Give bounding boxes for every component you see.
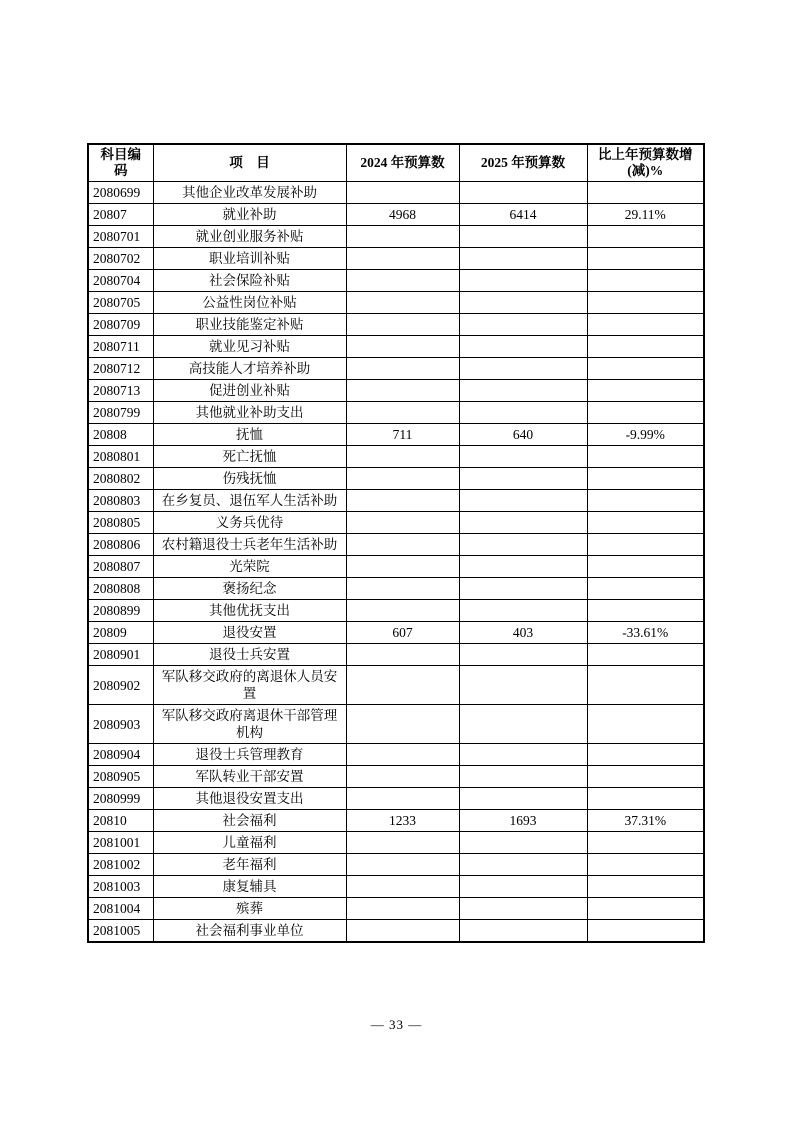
cell-subject-code: 2080713 bbox=[88, 380, 153, 402]
cell-change-percent bbox=[587, 854, 704, 876]
cell-item-name: 就业创业服务补贴 bbox=[153, 226, 346, 248]
cell-subject-code: 2081005 bbox=[88, 920, 153, 943]
table-row bbox=[88, 832, 704, 854]
cell-budget-2024 bbox=[346, 788, 459, 810]
cell-change-percent bbox=[587, 666, 704, 705]
cell-item-name: 在乡复员、退伍军人生活补助 bbox=[153, 490, 346, 512]
cell-change-percent bbox=[587, 578, 704, 600]
cell-budget-2025 bbox=[459, 534, 587, 556]
column-header-budget-2024: 2024 年预算数 bbox=[346, 144, 459, 182]
cell-budget-2024 bbox=[346, 766, 459, 788]
cell-budget-2025 bbox=[459, 336, 587, 358]
cell-budget-2025 bbox=[459, 292, 587, 314]
cell-subject-code: 20810 bbox=[88, 810, 153, 832]
column-header-change-percent: 比上年预算数增(减)% bbox=[587, 144, 704, 182]
cell-subject-code: 2080802 bbox=[88, 468, 153, 490]
cell-budget-2025 bbox=[459, 468, 587, 490]
table-row bbox=[88, 336, 704, 358]
cell-budget-2024 bbox=[346, 744, 459, 766]
table-row bbox=[88, 490, 704, 512]
cell-budget-2025 bbox=[459, 744, 587, 766]
cell-subject-code: 20808 bbox=[88, 424, 153, 446]
budget-table bbox=[87, 143, 705, 943]
cell-change-percent: 29.11% bbox=[587, 204, 704, 226]
cell-change-percent bbox=[587, 248, 704, 270]
table-row bbox=[88, 204, 704, 226]
cell-change-percent bbox=[587, 898, 704, 920]
cell-budget-2025 bbox=[459, 446, 587, 468]
cell-item-name: 康复辅具 bbox=[153, 876, 346, 898]
table-row bbox=[88, 248, 704, 270]
table-row bbox=[88, 766, 704, 788]
cell-budget-2025: 403 bbox=[459, 622, 587, 644]
cell-item-name: 退役士兵管理教育 bbox=[153, 744, 346, 766]
cell-budget-2025 bbox=[459, 854, 587, 876]
header-row bbox=[88, 144, 704, 182]
cell-budget-2024 bbox=[346, 600, 459, 622]
cell-budget-2024 bbox=[346, 854, 459, 876]
table-row bbox=[88, 788, 704, 810]
cell-subject-code: 20809 bbox=[88, 622, 153, 644]
cell-item-name: 社会保险补贴 bbox=[153, 270, 346, 292]
cell-subject-code: 20807 bbox=[88, 204, 153, 226]
cell-item-name: 军队移交政府的离退休人员安置 bbox=[153, 666, 346, 705]
cell-change-percent bbox=[587, 358, 704, 380]
cell-budget-2024 bbox=[346, 270, 459, 292]
cell-change-percent bbox=[587, 876, 704, 898]
column-header-budget-2025: 2025 年预算数 bbox=[459, 144, 587, 182]
cell-change-percent bbox=[587, 744, 704, 766]
column-header-item: 项 目 bbox=[153, 144, 346, 182]
cell-item-name: 义务兵优待 bbox=[153, 512, 346, 534]
cell-budget-2025 bbox=[459, 226, 587, 248]
cell-item-name: 死亡抚恤 bbox=[153, 446, 346, 468]
cell-budget-2025 bbox=[459, 182, 587, 204]
cell-budget-2025: 6414 bbox=[459, 204, 587, 226]
table-row bbox=[88, 182, 704, 204]
cell-subject-code: 2080702 bbox=[88, 248, 153, 270]
table-row bbox=[88, 424, 704, 446]
cell-item-name: 退役士兵安置 bbox=[153, 644, 346, 666]
table-row bbox=[88, 292, 704, 314]
cell-item-name: 光荣院 bbox=[153, 556, 346, 578]
cell-item-name: 褒扬纪念 bbox=[153, 578, 346, 600]
cell-budget-2025 bbox=[459, 248, 587, 270]
page-number: — 33 — bbox=[370, 1017, 423, 1032]
cell-subject-code: 2080901 bbox=[88, 644, 153, 666]
table-row bbox=[88, 512, 704, 534]
table-row bbox=[88, 810, 704, 832]
table-row bbox=[88, 898, 704, 920]
cell-subject-code: 2080805 bbox=[88, 512, 153, 534]
table-row bbox=[88, 622, 704, 644]
cell-subject-code: 2080801 bbox=[88, 446, 153, 468]
cell-budget-2025 bbox=[459, 832, 587, 854]
cell-budget-2025 bbox=[459, 578, 587, 600]
cell-budget-2024 bbox=[346, 832, 459, 854]
cell-subject-code: 2080704 bbox=[88, 270, 153, 292]
table-row bbox=[88, 578, 704, 600]
cell-item-name: 其他退役安置支出 bbox=[153, 788, 346, 810]
cell-change-percent bbox=[587, 556, 704, 578]
cell-subject-code: 2080807 bbox=[88, 556, 153, 578]
table-row bbox=[88, 534, 704, 556]
cell-budget-2024: 4968 bbox=[346, 204, 459, 226]
cell-budget-2024: 607 bbox=[346, 622, 459, 644]
cell-item-name: 儿童福利 bbox=[153, 832, 346, 854]
cell-change-percent bbox=[587, 512, 704, 534]
cell-budget-2025 bbox=[459, 314, 587, 336]
cell-subject-code: 2080806 bbox=[88, 534, 153, 556]
cell-budget-2024: 1233 bbox=[346, 810, 459, 832]
cell-item-name: 就业见习补贴 bbox=[153, 336, 346, 358]
cell-item-name: 其他优抚支出 bbox=[153, 600, 346, 622]
cell-item-name: 抚恤 bbox=[153, 424, 346, 446]
cell-item-name: 社会福利事业单位 bbox=[153, 920, 346, 943]
table-row bbox=[88, 446, 704, 468]
cell-change-percent bbox=[587, 402, 704, 424]
cell-change-percent bbox=[587, 705, 704, 744]
cell-change-percent bbox=[587, 766, 704, 788]
cell-item-name: 殡葬 bbox=[153, 898, 346, 920]
table-row bbox=[88, 226, 704, 248]
cell-subject-code: 2080903 bbox=[88, 705, 153, 744]
cell-subject-code: 2080712 bbox=[88, 358, 153, 380]
cell-subject-code: 2081001 bbox=[88, 832, 153, 854]
table-row bbox=[88, 314, 704, 336]
cell-budget-2025 bbox=[459, 600, 587, 622]
cell-budget-2024 bbox=[346, 898, 459, 920]
cell-change-percent bbox=[587, 644, 704, 666]
cell-change-percent bbox=[587, 270, 704, 292]
cell-budget-2024 bbox=[346, 534, 459, 556]
cell-budget-2024 bbox=[346, 490, 459, 512]
cell-budget-2024 bbox=[346, 358, 459, 380]
cell-change-percent bbox=[587, 336, 704, 358]
budget-table-body bbox=[88, 182, 704, 943]
column-header-subject-code: 科目编码 bbox=[88, 144, 153, 182]
table-row bbox=[88, 270, 704, 292]
cell-subject-code: 2080705 bbox=[88, 292, 153, 314]
cell-budget-2025 bbox=[459, 490, 587, 512]
cell-item-name: 其他就业补助支出 bbox=[153, 402, 346, 424]
cell-budget-2024 bbox=[346, 876, 459, 898]
cell-budget-2025 bbox=[459, 920, 587, 943]
cell-item-name: 促进创业补贴 bbox=[153, 380, 346, 402]
cell-change-percent bbox=[587, 600, 704, 622]
cell-change-percent bbox=[587, 314, 704, 336]
table-row bbox=[88, 666, 704, 705]
cell-item-name: 职业技能鉴定补贴 bbox=[153, 314, 346, 336]
cell-budget-2024 bbox=[346, 380, 459, 402]
cell-subject-code: 2080711 bbox=[88, 336, 153, 358]
cell-subject-code: 2080904 bbox=[88, 744, 153, 766]
cell-change-percent bbox=[587, 534, 704, 556]
cell-budget-2024 bbox=[346, 292, 459, 314]
cell-subject-code: 2080701 bbox=[88, 226, 153, 248]
cell-item-name: 退役安置 bbox=[153, 622, 346, 644]
cell-change-percent bbox=[587, 182, 704, 204]
table-row bbox=[88, 468, 704, 490]
cell-item-name: 社会福利 bbox=[153, 810, 346, 832]
cell-budget-2025 bbox=[459, 358, 587, 380]
cell-subject-code: 2080799 bbox=[88, 402, 153, 424]
budget-table-header bbox=[88, 144, 704, 182]
cell-budget-2025 bbox=[459, 402, 587, 424]
table-row bbox=[88, 705, 704, 744]
cell-item-name: 其他企业改革发展补助 bbox=[153, 182, 346, 204]
cell-budget-2024: 711 bbox=[346, 424, 459, 446]
cell-budget-2024 bbox=[346, 446, 459, 468]
cell-budget-2025 bbox=[459, 380, 587, 402]
cell-budget-2025 bbox=[459, 766, 587, 788]
table-row bbox=[88, 556, 704, 578]
cell-budget-2024 bbox=[346, 666, 459, 705]
cell-item-name: 公益性岗位补贴 bbox=[153, 292, 346, 314]
cell-budget-2024 bbox=[346, 705, 459, 744]
cell-change-percent bbox=[587, 446, 704, 468]
cell-budget-2024 bbox=[346, 644, 459, 666]
cell-budget-2025 bbox=[459, 788, 587, 810]
cell-subject-code: 2080902 bbox=[88, 666, 153, 705]
cell-item-name: 就业补助 bbox=[153, 204, 346, 226]
cell-subject-code: 2080699 bbox=[88, 182, 153, 204]
cell-change-percent bbox=[587, 788, 704, 810]
cell-item-name: 老年福利 bbox=[153, 854, 346, 876]
cell-budget-2024 bbox=[346, 248, 459, 270]
cell-item-name: 农村籍退役士兵老年生活补助 bbox=[153, 534, 346, 556]
cell-subject-code: 2080803 bbox=[88, 490, 153, 512]
table-row bbox=[88, 920, 704, 943]
cell-subject-code: 2081002 bbox=[88, 854, 153, 876]
cell-change-percent bbox=[587, 920, 704, 943]
cell-change-percent bbox=[587, 226, 704, 248]
cell-budget-2024 bbox=[346, 226, 459, 248]
table-row bbox=[88, 402, 704, 424]
cell-item-name: 伤残抚恤 bbox=[153, 468, 346, 490]
cell-item-name: 军队转业干部安置 bbox=[153, 766, 346, 788]
table-row bbox=[88, 358, 704, 380]
cell-subject-code: 2081004 bbox=[88, 898, 153, 920]
cell-change-percent bbox=[587, 380, 704, 402]
cell-budget-2024 bbox=[346, 468, 459, 490]
cell-budget-2025 bbox=[459, 556, 587, 578]
cell-budget-2025 bbox=[459, 898, 587, 920]
cell-change-percent bbox=[587, 490, 704, 512]
cell-subject-code: 2080709 bbox=[88, 314, 153, 336]
cell-item-name: 职业培训补贴 bbox=[153, 248, 346, 270]
cell-budget-2024 bbox=[346, 182, 459, 204]
cell-item-name: 高技能人才培养补助 bbox=[153, 358, 346, 380]
cell-change-percent: 37.31% bbox=[587, 810, 704, 832]
cell-item-name: 军队移交政府离退休干部管理机构 bbox=[153, 705, 346, 744]
cell-budget-2024 bbox=[346, 314, 459, 336]
cell-budget-2024 bbox=[346, 578, 459, 600]
cell-budget-2025 bbox=[459, 512, 587, 534]
cell-subject-code: 2080899 bbox=[88, 600, 153, 622]
cell-budget-2024 bbox=[346, 920, 459, 943]
cell-change-percent: -33.61% bbox=[587, 622, 704, 644]
table-row bbox=[88, 876, 704, 898]
cell-budget-2025: 1693 bbox=[459, 810, 587, 832]
cell-subject-code: 2080905 bbox=[88, 766, 153, 788]
cell-budget-2025 bbox=[459, 270, 587, 292]
table-row bbox=[88, 854, 704, 876]
cell-change-percent: -9.99% bbox=[587, 424, 704, 446]
cell-budget-2025 bbox=[459, 666, 587, 705]
cell-change-percent bbox=[587, 832, 704, 854]
cell-change-percent bbox=[587, 292, 704, 314]
table-row bbox=[88, 744, 704, 766]
cell-change-percent bbox=[587, 468, 704, 490]
cell-budget-2024 bbox=[346, 402, 459, 424]
table-row bbox=[88, 644, 704, 666]
table-row bbox=[88, 600, 704, 622]
cell-budget-2024 bbox=[346, 336, 459, 358]
cell-budget-2024 bbox=[346, 512, 459, 534]
cell-subject-code: 2080808 bbox=[88, 578, 153, 600]
cell-subject-code: 2081003 bbox=[88, 876, 153, 898]
cell-budget-2024 bbox=[346, 556, 459, 578]
cell-budget-2025: 640 bbox=[459, 424, 587, 446]
table-row bbox=[88, 380, 704, 402]
cell-budget-2025 bbox=[459, 876, 587, 898]
cell-subject-code: 2080999 bbox=[88, 788, 153, 810]
cell-budget-2025 bbox=[459, 644, 587, 666]
cell-budget-2025 bbox=[459, 705, 587, 744]
